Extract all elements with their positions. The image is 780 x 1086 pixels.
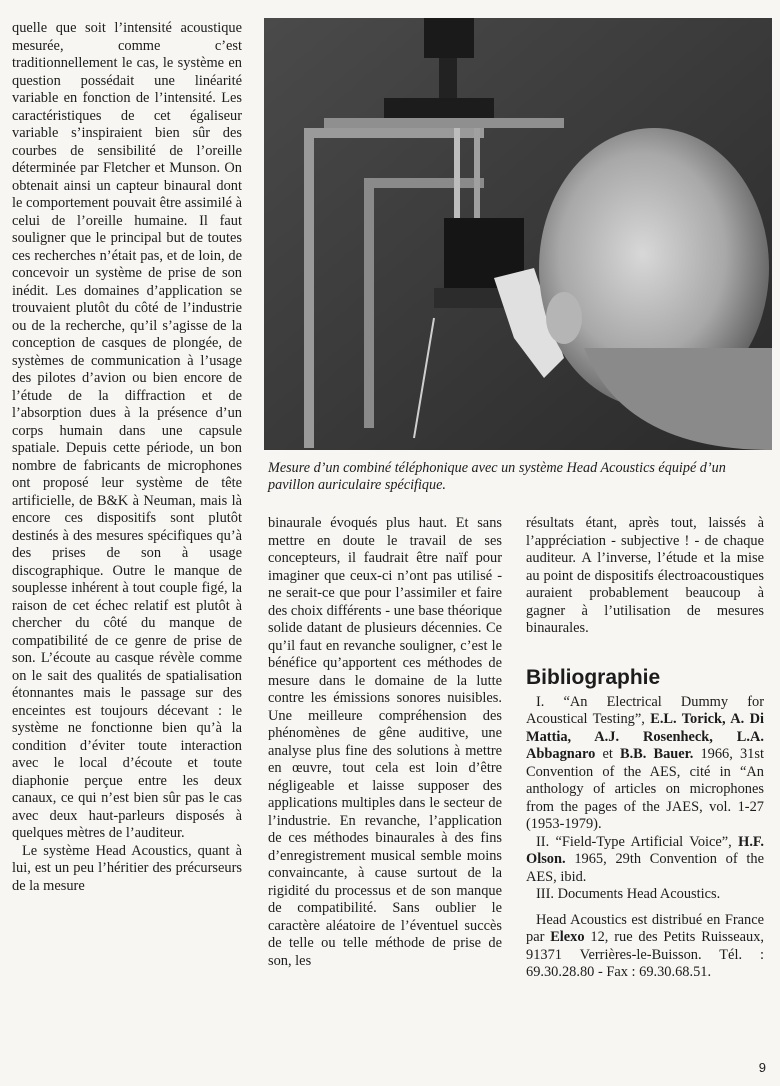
paragraph: résultats étant, après tout, laissés à l’appréciation - subjective ! - de chaque auditeur. A l’inverse, l’étude et la mise au point de dispositifs électroacoustiques auraient probablement beaucoup à gagner à l’utilisation de mesures binaurales. [526, 515, 764, 636]
column-middle [268, 515, 502, 970]
page-number: 9 [758, 1060, 766, 1075]
column-left [12, 20, 242, 895]
paragraph: quelle que soit l’intensité acoustique mesurée, comme c’est traditionnellement le cas, le système en question possédait une linéarité variable en fonction de l’intensité. Les caractéristiques de cet égaliseur variable s’inspiraient bien sûr des courbes de sensibilité de l’oreille déterminée par Fletcher et Munson. On obtenait ainsi un capteur binaural dont le comportement pouvait être assimilé à celui de l’oreille humaine. Il faut souligner que le principal but de toutes ces recherches n’était pas, et de loin, de concevoir un système de prise de son inédit. Les domaines d’application se trouvaient plutôt du côté de l’industrie ou de la recherche, qu’il s’agisse de la conception de casques de plongée, de systèmes de communication à l’usage des pilotes d’avion ou bien encore de l’étude de la diffraction et de l’absorption dues à la présence d’un corps humain dans une capsule spatiale. Depuis cette période, un bon nombre de fabricants de microphones ont proposé leur système de tête artificielle, de B&K à Neuman, mais là encore ces dispositifs sont plutôt destinés à des mesures spécifiques qu’à des prises de son à usage discographique. Outre le manque de souplesse inhérent à tout couple figé, la raison de cet échec relatif est plutôt à chercher du côté du manque de compatibilité de ce genre de prise de son. L’écoute au casque révèle comme on le sait des qualités de spatialisation étonnantes mais le passage sur des enceintes est toujours décevant : le système ne fonctionne bien qu’à la condition d’éviter toute interaction avec le local d’écoute et toute diaphonie perçue entre les deux canaux, ce qui n’est bien sûr pas le cas avec deux haut-parleurs disposés à quelques mètres de l’auditeur. [12, 20, 242, 841]
column-right [526, 515, 764, 982]
figure-caption: Mesure d’un combiné téléphonique avec un système Head Acoustics équipé d’un pavillon auriculaire spécifique. [268, 460, 726, 493]
paragraph: Le système Head Acoustics, quant à lui, est un peu l’héritier des précurseurs de la mesure [12, 842, 242, 894]
reference-3: III. Documents Head Acoustics. [536, 886, 721, 902]
reference-2: II. “Field-Type Artificial Voice”, H.F. Olson. 1965, 29th Convention of the AES, ibid. [526, 833, 764, 885]
reference-1: I. “An Electrical Dummy for Acoustical Testing”, E.L. Torick, A. Di Mattia, A.J. Rosenheck, L.A. Abbagnaro et B.B. Bauer. 1966, 31st Convention of the AES, cité in “An anthology of articles on microphones from the pages of the JAES, vol. 1-27 (1953-1979). [526, 693, 765, 832]
photo-head-acoustics-measurement [264, 18, 772, 450]
distributor-note: Head Acoustics est distribué en France par Elexo 12, rue des Petits Ruisseaux, 91371 Verrières-le-Buisson. Tél. : 69.30.28.80 - Fax : 69.30.68.51. [526, 911, 764, 980]
paragraph: binaurale évoqués plus haut. Et sans mettre en doute le travail de ses concepteurs, il faudrait être naïf pour imaginer que ceux-ci n’ont pas utilisé - ne serait-ce que pour l’assimiler et faire des choix différents - une base théorique solide datant de plusieurs décennies. Ce qu’il faut en revanche souligner, c’est le bénéfice qu’apportent ces méthodes de mesure dans le domaine de la lutte contre les émissions sonores nuisibles. Une meilleure compréhension des phénomènes de gêne auditive, une analyse plus fine des solutions à mettre en œuvre, tout cela est loin d’être négligeable et laisse supposer des applications multiples dans le secteur de l’industrie. En revanche, l’application de ces méthodes binaurales à des fins d’enregistrement musical semble moins convaincante, à cause surtout de la rigidité du processus et de son manque de compatibilité. Sans oublier le caractère aléatoire de l’éventuel succès de telle ou telle méthode de prise de son, les [268, 515, 502, 969]
section-heading: Bibliographie [526, 665, 661, 689]
